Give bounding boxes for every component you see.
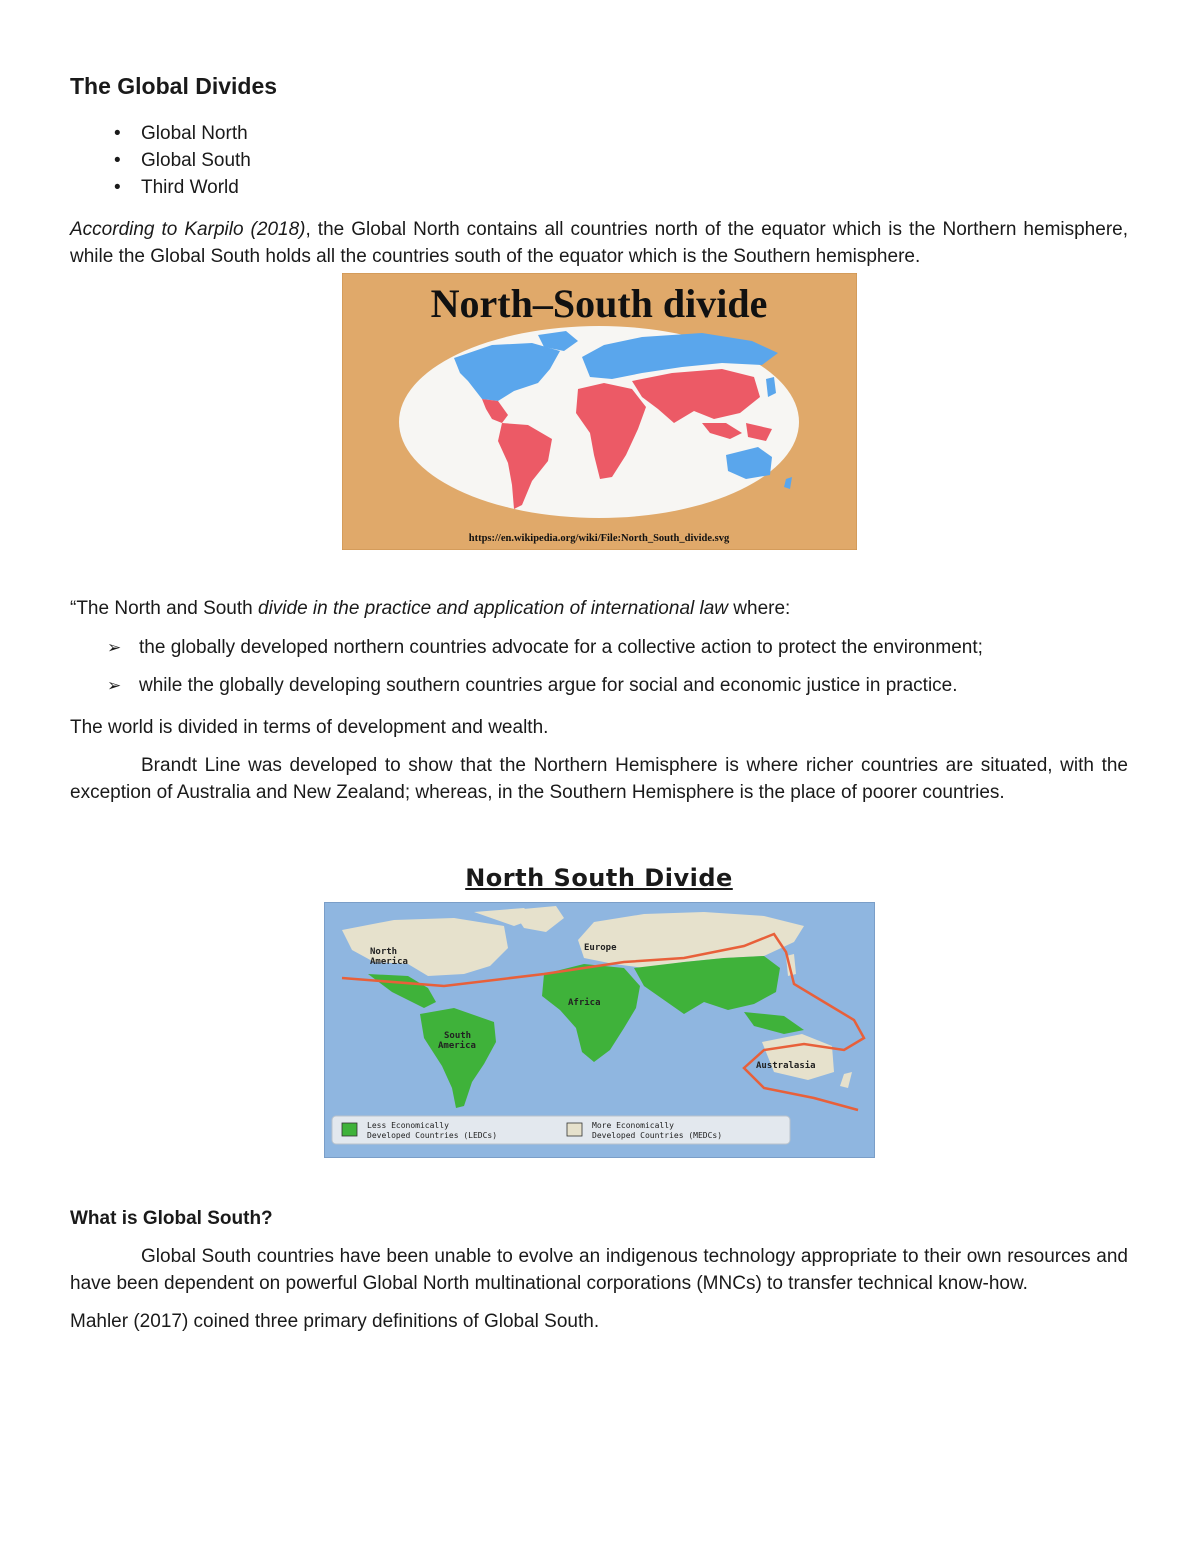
world-paragraph: The world is divided in terms of development and wealth. xyxy=(70,716,549,738)
label-north-america: America xyxy=(369,957,408,967)
citation: According to Karpilo (2018) xyxy=(70,219,306,240)
list-item: • Global North xyxy=(114,120,1128,147)
label-south-america: South xyxy=(443,1031,471,1041)
paragraph-text: , the Global North contains all countries north of the equator which is the Northern hemisphere, while the Global South holds all the countries south of the equator which is the Southern hemisphere. xyxy=(70,219,1128,267)
brandt-paragraph: Brandt Line was developed to show that the Northern Hemisphere is where richer countries are situated, with the exception of Australia and New Zealand; whereas, in the Southern Hemisphere is the place of poorer countries. xyxy=(70,755,1128,803)
list-item: • Global South xyxy=(114,147,1128,174)
section-heading: What is Global South? xyxy=(70,1208,273,1229)
figure-source: https://en.wikipedia.org/wiki/File:North_South_divide.svg xyxy=(468,533,729,544)
label-south-america: America xyxy=(437,1041,476,1051)
legend-label: Less Economically xyxy=(366,1121,449,1130)
label-africa: Africa xyxy=(567,998,601,1008)
legend-label: Developed Countries (LEDCs) xyxy=(366,1131,497,1140)
figure-title: North South Divide xyxy=(465,864,733,892)
ledc-swatch xyxy=(342,1123,357,1136)
list-item: • Third World xyxy=(114,174,1128,201)
label-australasia: Australasia xyxy=(755,1061,816,1071)
document-page xyxy=(70,72,1128,1336)
north-south-divide-figure xyxy=(342,273,857,550)
figure-heading: North–South divide xyxy=(430,281,767,326)
list-item: ➢ while the globally developing southern countries argue for social and economic justice in practice. xyxy=(107,672,1128,699)
quote-paragraph: “The North and South divide in the practice and application of international law where: xyxy=(70,598,791,619)
label-north-america: North xyxy=(369,947,397,957)
global-south-paragraph: Global South countries have been unable to evolve an indigenous technology appropriate to their own resources and have been dependent on powerful Global North multinational corporations (MNCs) to transfer technical know-how. xyxy=(70,1246,1128,1294)
label-europe: Europe xyxy=(583,943,617,953)
list-item: ➢ the globally developed northern countries advocate for a collective action to protect the environment; xyxy=(107,634,1128,661)
arrow-list xyxy=(70,634,1128,699)
legend-label: Developed Countries (MEDCs) xyxy=(591,1131,722,1140)
mahler-paragraph: Mahler (2017) coined three primary definitions of Global South. xyxy=(70,1311,600,1332)
arrow-bullet-icon: ➢ xyxy=(107,675,122,695)
arrow-bullet-icon: ➢ xyxy=(107,637,122,657)
divides-list xyxy=(70,120,1128,201)
north-south-divide-map-figure xyxy=(70,863,1128,1158)
brandt-line-map xyxy=(324,902,875,1158)
world-map-figure xyxy=(342,273,857,550)
page-title: The Global Divides xyxy=(70,73,278,99)
legend-label: More Economically xyxy=(591,1121,674,1130)
karpilo-paragraph xyxy=(70,217,1128,270)
medc-swatch xyxy=(567,1123,582,1136)
